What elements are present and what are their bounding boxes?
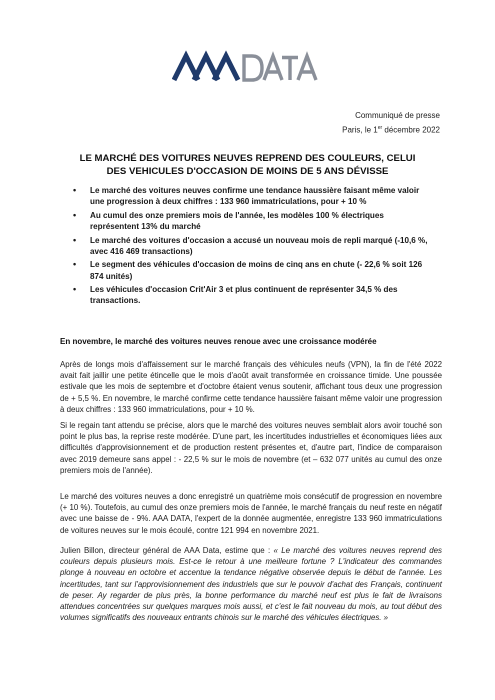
paragraph-intro: Après de longs mois d'affaissement sur le marché français des véhicules neufs (VPN), la fin de l'été 2022 avait fait jaillir une petite étincelle que le mois d'août avait transformée en croissance timide. Une poussée estivale que les mois de septembre et d'octobre étaient venus soutenir, affichant tous deux une progression de + 5,5 %. En novembre, le marché confirme cette tendance haussière faisant même valoir une progression à deux chiffres : 133 960 immatriculations, pour + 10 %. <box>60 360 442 414</box>
release-date: Paris, le 1er décembre 2022 <box>342 125 440 135</box>
quote-text: « Le marché des voitures neuves reprend des couleurs depuis plusieurs mois. Est-ce le retour à une meilleure fortune ? L'indicateur des commandes plonge à nouveau en octobre et accentue la tendance négative observée depuis le début de l'année. Les incertitudes, tant sur l'approvisionnement des industriels que sur le pouvoir d'achat des Français, continuent de peser. Ay regarder de plus près, la bonne performance du marché neuf est plus le fait de livraisons attendues concentrées sur quelques marques mois aussi, et c'est le fait nouveau du mois, au tout début des volumes significatifs des nouveaux entrants chinois sur le marché des véhicules électriques. » <box>60 546 442 623</box>
press-release-info <box>342 110 440 137</box>
quote-attribution: Julien Billon, directeur général de AAA Data, estime que : <box>60 546 274 555</box>
key-point: • Le segment des véhicules d'occasion de moins de cinq ans en chute (- 22,6 % soit 126 874 unités) <box>70 259 435 282</box>
key-point: • Les véhicules d'occasion Crit'Air 3 et plus continuent de représenter 34,5 % des transactions. <box>70 284 435 307</box>
paragraph-context: Si le regain tant attendu se précise, alors que le marché des voitures neuves semblait alors avoir touché son point le plus bas, la reprise reste modérée. D'une part, les incertitudes industrielles et économiques liées aux difficultés d'approvisionnement et de production restent présentes et, d'autre part, l'indice de comparaison avec 2019 demeure sans appel : - 22,5 % sur le mois de novembre (et – 632 077 unités au cumul des onze premiers mois de l'année). <box>60 421 442 475</box>
key-point: • Le marché des voitures neuves confirme une tendance haussière faisant même valoir une progression à deux chiffres : 133 960 immatriculations, pour + 10 % <box>70 185 435 208</box>
paragraph-quote <box>60 545 442 623</box>
section-heading: En novembre, le marché des voitures neuves renoue avec une croissance modérée <box>60 337 377 346</box>
headline: LE MARCHÉ DES VOITURES NEUVES REPREND DES COULEURS, CELUI DES VEHICULES D'OCCASION DE MOINS DE 5 ANS DÉVISSE <box>79 153 416 177</box>
press-label: Communiqué de presse <box>355 111 440 120</box>
key-point: • Le marché des voitures d'occasion a accusé un nouveau mois de repli marqué (-10,6 %, avec 416 469 transactions) <box>70 235 435 258</box>
key-point: • Au cumul des onze premiers mois de l'année, les modèles 100 % électriques représentent 13% du marché <box>70 210 435 233</box>
key-points-list <box>70 185 435 309</box>
aaa-data-logo <box>172 50 322 84</box>
paragraph-figures: Le marché des voitures neuves a donc enregistré un quatrième mois consécutif de progression en novembre (+ 10 %). Toutefois, au cumul des onze premiers mois de l'année, le marché français du neuf reste en négatif avec une baisse de - 9%. AAA DATA, l'expert de la donnée augmentée, enregistre 133 960 immatriculations de voitures neuves sur le mois écoulé, contre 121 994 en novembre 2021. <box>60 492 442 535</box>
